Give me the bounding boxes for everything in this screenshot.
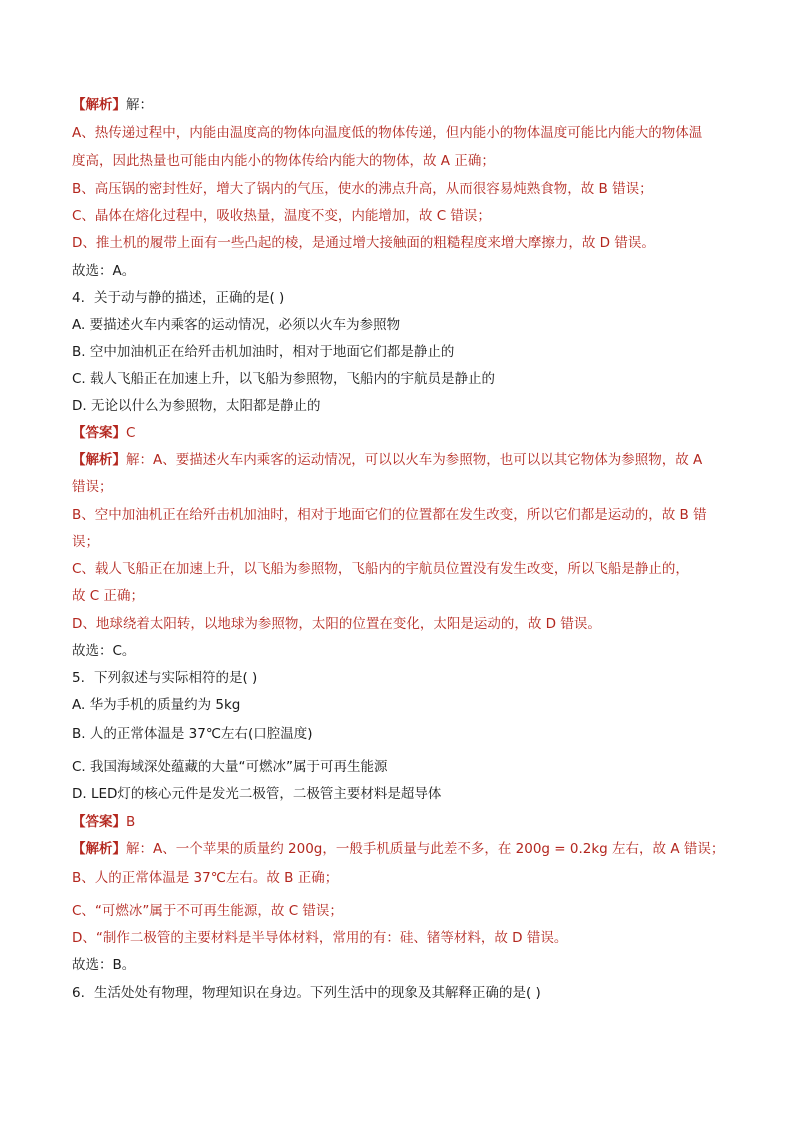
question-4-option-a: A. 要描述火车内乘客的运动情况，必须以火车为参照物 — [72, 317, 401, 333]
question-5-analysis-d: D、“制作二极管的主要材料是半导体材料，常用的有：硅、锗等材料，故 D 错误。 — [72, 930, 568, 946]
question-number: 4. — [72, 290, 85, 306]
question-4-analysis-b-line2: 误； — [72, 534, 99, 550]
analysis-text: 解：A、一个苹果的质量约 200g，一般手机质量与此差不多，在 200g = 0.2kg 左右，故 A 错误； — [126, 841, 725, 857]
question-4-analysis-c-line2: 故 C 正确； — [72, 588, 145, 604]
analysis-3-option-d: D、推土机的履带上面有一些凸起的棱，是通过增大接触面的粗糙程度来增大摩擦力，故 D 错误。 — [72, 235, 655, 251]
analysis-3-option-b: B、高压锅的密封性好，增大了锅内的气压，使水的沸点升高，从而很容易炖熟食物，故 B 错误； — [72, 181, 653, 197]
analysis-label: 【解析】 — [72, 97, 126, 113]
question-5-option-c: C. 我国海域深处蕴藏的大量“可燃冰”属于可再生能源 — [72, 759, 388, 775]
question-5-option-a: A. 华为手机的质量约为 5kg — [72, 697, 241, 713]
analysis-head: 解： — [126, 97, 153, 113]
answer-value: C — [126, 425, 136, 441]
question-4-answer — [72, 424, 135, 442]
question-number: 5. — [72, 670, 85, 686]
analysis-3-select: 故选：A。 — [72, 263, 136, 279]
question-4-analysis-d: D、地球绕着太阳转，以地球为参照物，太阳的位置在变化，太阳是运动的，故 D 错误。 — [72, 616, 601, 632]
question-5-analysis-c: C、“可燃冰”属于不可再生能源，故 C 错误； — [72, 903, 343, 919]
question-4-analysis-b-line1: B、空中加油机正在给歼击机加油时，相对于地面它们的位置都在发生改变，所以它们都是运动的，故 B 错 — [72, 507, 707, 523]
question-4-analysis-a-line1 — [72, 451, 702, 469]
answer-label: 【答案】 — [72, 425, 126, 441]
analysis-3-option-a-line2: 度高，因此热量也可能由内能小的物体传给内能大的物体，故 A 正确； — [72, 153, 495, 169]
question-5-select: 故选：B。 — [72, 957, 136, 973]
question-5-analysis-b: B、人的正常体温是 37℃左右。故 B 正确； — [72, 870, 339, 886]
analysis-label: 【解析】 — [72, 841, 126, 857]
question-number: 6. — [72, 985, 85, 1001]
analysis-3-header — [72, 96, 153, 114]
question-5-answer — [72, 813, 135, 831]
question-4-stem — [72, 289, 284, 307]
question-5-option-d: D. LED灯的核心元件是发光二极管，二极管主要材料是超导体 — [72, 786, 442, 802]
question-5-analysis-a — [72, 840, 724, 858]
question-4-select: 故选：C。 — [72, 643, 136, 659]
question-4-analysis-a-line2: 错误； — [72, 479, 113, 495]
analysis-label: 【解析】 — [72, 452, 126, 468]
question-5-stem — [72, 669, 257, 687]
analysis-3-option-a-line1: A、热传递过程中，内能由温度高的物体向温度低的物体传递，但内能小的物体温度可能比内能大的物体温 — [72, 125, 703, 141]
question-4-option-c: C. 载人飞船正在加速上升，以飞船为参照物，飞船内的宇航员是静止的 — [72, 371, 496, 387]
analysis-text: 解：A、要描述火车内乘客的运动情况，可以以火车为参照物，也可以以其它物体为参照物，故 A — [126, 452, 703, 468]
question-4-option-d: D. 无论以什么为参照物，太阳都是静止的 — [72, 398, 321, 414]
question-text: 生活处处有物理，物理知识在身边。下列生活中的现象及其解释正确的是( ) — [94, 985, 541, 1001]
question-6-stem — [72, 984, 541, 1002]
analysis-3-option-c: C、晶体在熔化过程中，吸收热量，温度不变，内能增加，故 C 错误； — [72, 208, 491, 224]
question-text: 下列叙述与实际相符的是( ) — [94, 670, 258, 686]
question-5-option-b: B. 人的正常体温是 37℃左右(口腔温度) — [72, 726, 313, 742]
question-text: 关于动与静的描述，正确的是( ) — [94, 290, 285, 306]
question-4-option-b: B. 空中加油机正在给歼击机加油时，相对于地面它们都是静止的 — [72, 344, 455, 360]
question-4-analysis-c-line1: C、载人飞船正在加速上升，以飞船为参照物，飞船内的宇航员位置没有发生改变，所以飞船是静止的， — [72, 561, 689, 577]
answer-label: 【答案】 — [72, 814, 126, 830]
answer-value: B — [126, 814, 136, 830]
